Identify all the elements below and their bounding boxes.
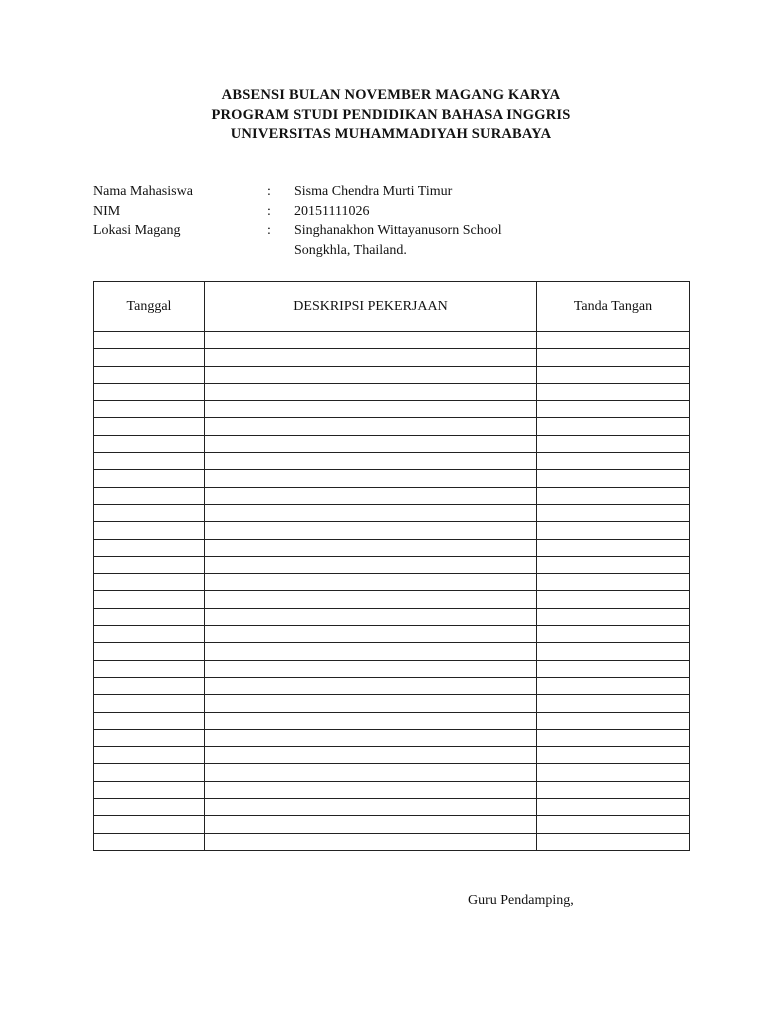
- cell-signature: [537, 608, 690, 625]
- cell-date: [94, 366, 205, 383]
- cell-description: [205, 608, 537, 625]
- cell-signature: [537, 574, 690, 591]
- cell-signature: [537, 487, 690, 504]
- cell-date: [94, 418, 205, 435]
- table-row: [94, 833, 690, 850]
- cell-description: [205, 643, 537, 660]
- cell-signature: [537, 539, 690, 556]
- table-row: [94, 487, 690, 504]
- cell-signature: [537, 712, 690, 729]
- name-label: Nama Mahasiswa: [93, 184, 193, 199]
- table-row: [94, 522, 690, 539]
- cell-date: [94, 401, 205, 418]
- cell-description: [205, 418, 537, 435]
- cell-signature: [537, 781, 690, 798]
- cell-date: [94, 608, 205, 625]
- info-row-name: [93, 182, 502, 202]
- cell-description: [205, 332, 537, 349]
- cell-date: [94, 453, 205, 470]
- cell-signature: [537, 660, 690, 677]
- cell-description: [205, 470, 537, 487]
- cell-signature: [537, 383, 690, 400]
- nim-colon: :: [267, 203, 271, 219]
- cell-description: [205, 799, 537, 816]
- cell-signature: [537, 401, 690, 418]
- table-header-row: [94, 282, 690, 332]
- table-row: [94, 332, 690, 349]
- cell-signature: [537, 522, 690, 539]
- cell-description: [205, 591, 537, 608]
- cell-date: [94, 539, 205, 556]
- table-row: [94, 677, 690, 694]
- cell-signature: [537, 626, 690, 643]
- nim-value: 20151111026: [294, 203, 370, 219]
- table-row: [94, 626, 690, 643]
- table-row: [94, 435, 690, 452]
- title-line-1: ABSENSI BULAN NOVEMBER MAGANG KARYA: [221, 87, 561, 103]
- cell-description: [205, 695, 537, 712]
- table-row: [94, 591, 690, 608]
- table-row: [94, 539, 690, 556]
- table-row: [94, 418, 690, 435]
- cell-signature: [537, 729, 690, 746]
- table-row: [94, 504, 690, 521]
- table-row: [94, 349, 690, 366]
- cell-description: [205, 574, 537, 591]
- table-body: [94, 332, 690, 851]
- cell-date: [94, 695, 205, 712]
- location-colon: :: [267, 223, 271, 238]
- cell-description: [205, 401, 537, 418]
- cell-signature: [537, 349, 690, 366]
- cell-signature: [537, 816, 690, 833]
- cell-signature: [537, 747, 690, 764]
- cell-signature: [537, 470, 690, 487]
- cell-description: [205, 816, 537, 833]
- table-row: [94, 660, 690, 677]
- cell-signature: [537, 418, 690, 435]
- cell-date: [94, 747, 205, 764]
- title-line-3: UNIVERSITAS MUHAMMADIYAH SURABAYA: [230, 126, 552, 142]
- info-row-location: [93, 221, 502, 241]
- cell-description: [205, 383, 537, 400]
- cell-date: [94, 677, 205, 694]
- cell-signature: [537, 677, 690, 694]
- cell-signature: [537, 643, 690, 660]
- table-row: [94, 401, 690, 418]
- table-row: [94, 764, 690, 781]
- cell-description: [205, 660, 537, 677]
- nim-label: NIM: [93, 203, 121, 219]
- cell-date: [94, 556, 205, 573]
- cell-description: [205, 522, 537, 539]
- title-line-2: PROGRAM STUDI PENDIDIKAN BAHASA INGGRIS: [211, 106, 571, 123]
- table-row: [94, 781, 690, 798]
- cell-date: [94, 833, 205, 850]
- table-row: [94, 366, 690, 383]
- cell-signature: [537, 799, 690, 816]
- cell-description: [205, 453, 537, 470]
- header-description: DESKRIPSI PEKERJAAN: [205, 282, 537, 332]
- cell-description: [205, 435, 537, 452]
- cell-signature: [537, 591, 690, 608]
- table-row: [94, 453, 690, 470]
- cell-description: [205, 729, 537, 746]
- student-info: [93, 182, 502, 260]
- cell-date: [94, 643, 205, 660]
- cell-signature: [537, 366, 690, 383]
- supervisor-signature-label: Guru Pendamping,: [468, 893, 574, 908]
- cell-signature: [537, 695, 690, 712]
- cell-description: [205, 349, 537, 366]
- cell-description: [205, 366, 537, 383]
- cell-description: [205, 556, 537, 573]
- cell-date: [94, 470, 205, 487]
- table-row: [94, 470, 690, 487]
- table-row: [94, 643, 690, 660]
- table-row: [94, 608, 690, 625]
- cell-description: [205, 833, 537, 850]
- cell-date: [94, 332, 205, 349]
- table-row: [94, 383, 690, 400]
- table-row: [94, 729, 690, 746]
- cell-signature: [537, 556, 690, 573]
- cell-signature: [537, 764, 690, 781]
- table-row: [94, 574, 690, 591]
- cell-signature: [537, 332, 690, 349]
- cell-date: [94, 799, 205, 816]
- cell-date: [94, 660, 205, 677]
- cell-description: [205, 487, 537, 504]
- cell-signature: [537, 453, 690, 470]
- location-label: Lokasi Magang: [93, 223, 181, 238]
- cell-date: [94, 435, 205, 452]
- cell-date: [94, 712, 205, 729]
- cell-date: [94, 816, 205, 833]
- cell-description: [205, 504, 537, 521]
- cell-date: [94, 574, 205, 591]
- cell-description: [205, 677, 537, 694]
- table-row: [94, 816, 690, 833]
- cell-date: [94, 487, 205, 504]
- cell-description: [205, 781, 537, 798]
- cell-date: [94, 781, 205, 798]
- cell-signature: [537, 833, 690, 850]
- info-row-location-cont: [93, 241, 502, 261]
- cell-date: [94, 349, 205, 366]
- name-value: Sisma Chendra Murti Timur: [294, 184, 453, 199]
- name-colon: :: [267, 184, 271, 199]
- header-signature: Tanda Tangan: [537, 282, 690, 332]
- cell-date: [94, 591, 205, 608]
- cell-description: [205, 747, 537, 764]
- info-row-nim: [93, 202, 502, 222]
- cell-description: [205, 764, 537, 781]
- table-row: [94, 747, 690, 764]
- table-row: [94, 695, 690, 712]
- cell-date: [94, 522, 205, 539]
- document-title: [0, 86, 768, 145]
- cell-date: [94, 626, 205, 643]
- location-value-line-1: Singhanakhon Wittayanusorn School: [294, 223, 502, 238]
- cell-signature: [537, 504, 690, 521]
- cell-description: [205, 626, 537, 643]
- cell-date: [94, 504, 205, 521]
- cell-signature: [537, 435, 690, 452]
- cell-date: [94, 764, 205, 781]
- cell-date: [94, 383, 205, 400]
- cell-date: [94, 729, 205, 746]
- cell-description: [205, 712, 537, 729]
- table-row: [94, 712, 690, 729]
- header-date: Tanggal: [94, 282, 205, 332]
- attendance-table: [93, 281, 690, 851]
- location-value-line-2: Songkhla, Thailand.: [294, 242, 407, 258]
- table-row: [94, 556, 690, 573]
- cell-description: [205, 539, 537, 556]
- table-row: [94, 799, 690, 816]
